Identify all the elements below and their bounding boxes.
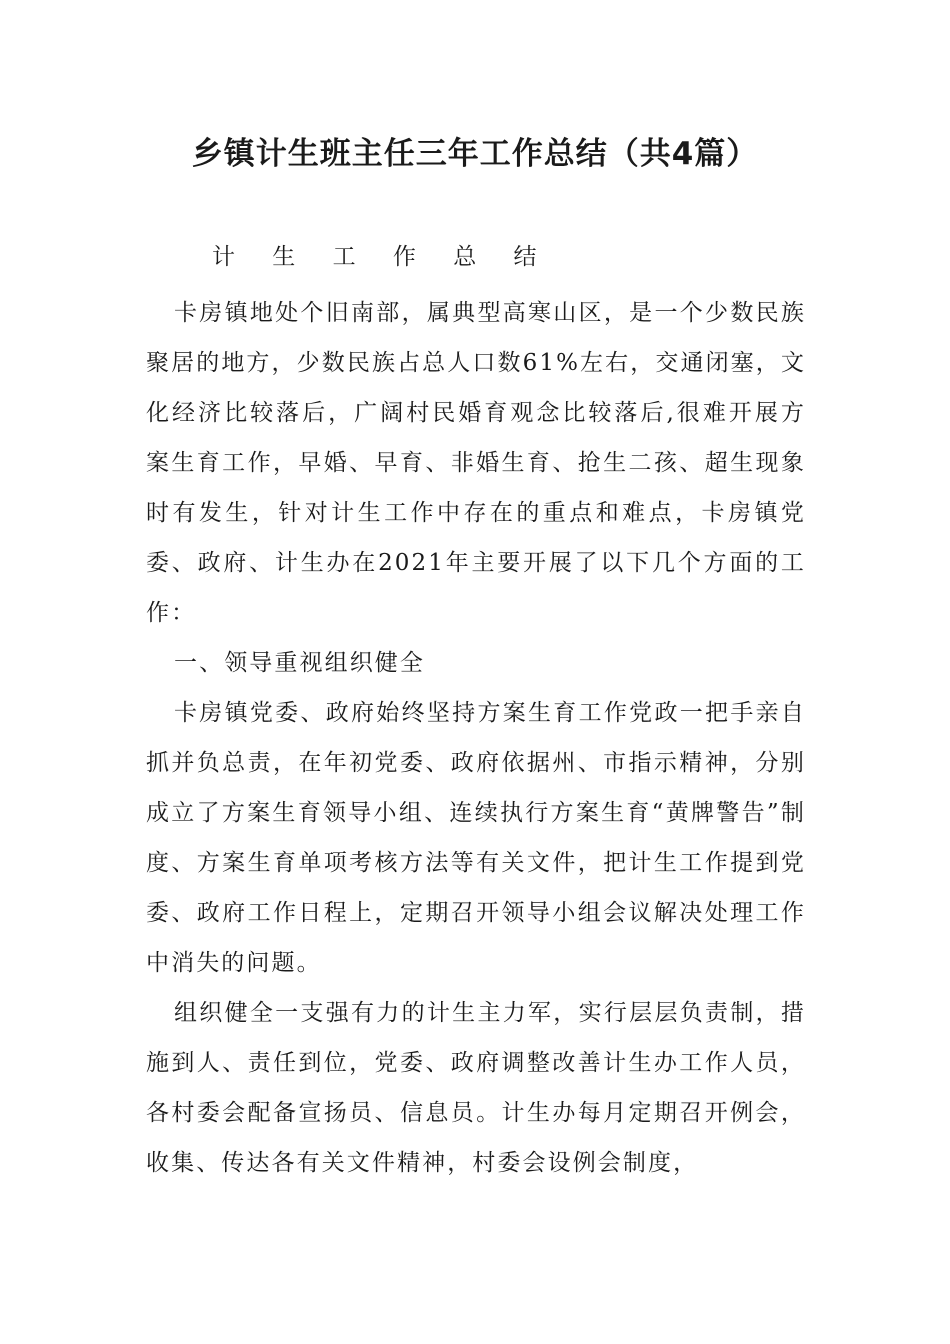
- document-body: [146, 288, 806, 1188]
- document-subtitle: 计 生 工 作 总 结: [212, 244, 552, 270]
- paragraph-leadership: 卡房镇党委、政府始终坚持方案生育工作党政一把手亲自抓并负总责，在年初党委、政府依据州、市指示精神，分别成立了方案生育领导小组、连续执行方案生育“黄牌警告”制度、方案生育单项考核方法等有关文件，把计生工作提到党委、政府工作日程上，定期召开领导小组会议解决处理工作中消失的问题。: [146, 700, 806, 976]
- paragraph-organization: 组织健全一支强有力的计生主力军，实行层层负责制，措施到人、责任到位，党委、政府调整改善计生办工作人员，各村委会配备宣扬员、信息员。计生办每月定期召开例会，收集、传达各有关文件精神，村委会设例会制度，: [146, 1000, 806, 1176]
- paragraph-intro: 卡房镇地处个旧南部，属典型高寒山区，是一个少数民族聚居的地方，少数民族占总人口数61%左右，交通闭塞，文化经济比较落后，广阔村民婚育观念比较落后,很难开展方案生育工作，早婚、早育、非婚生育、抢生二孩、超生现象时有发生，针对计生工作中存在的重点和难点，卡房镇党委、政府、计生办在2021年主要开展了以下几个方面的工作：: [146, 300, 806, 626]
- section-heading: 一、领导重视组织健全: [174, 650, 425, 676]
- document-title: 乡镇计生班主任三年工作总结（共4篇）: [191, 136, 759, 172]
